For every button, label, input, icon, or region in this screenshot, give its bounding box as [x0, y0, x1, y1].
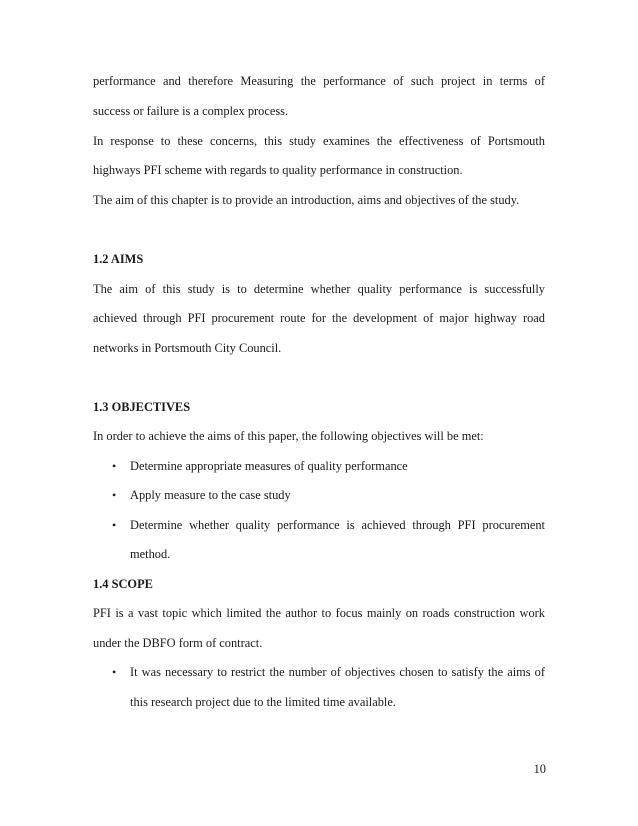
objective-item-3-cont: method. — [130, 547, 171, 561]
bullet-icon: • — [112, 518, 117, 532]
objective-item-2: Apply measure to the case study — [130, 488, 291, 502]
scope-bullet-line-1: It was necessary to restrict the number of objectives chosen to satisfy the aims of — [130, 665, 545, 679]
bullet-icon: • — [112, 459, 117, 473]
objective-item-3: Determine whether quality performance is achieved through PFI procurement — [130, 518, 545, 532]
objectives-heading: 1.3 OBJECTIVES — [93, 400, 191, 414]
aims-heading: 1.2 AIMS — [93, 252, 144, 266]
scope-bullet-line-2: this research project due to the limited time available. — [130, 695, 396, 709]
scope-heading: 1.4 SCOPE — [93, 577, 153, 591]
paragraph-1-line-2: success or failure is a complex process. — [93, 104, 289, 118]
aims-line-1: The aim of this study is to determine whether quality performance is successfully — [93, 282, 545, 296]
paragraph-3-line-1: The aim of this chapter is to provide an introduction, aims and objectives of the study. — [93, 193, 520, 207]
paragraph-2-line-2: highways PFI scheme with regards to quality performance in construction. — [93, 163, 463, 177]
objectives-intro: In order to achieve the aims of this paper, the following objectives will be met: — [93, 429, 484, 443]
aims-line-3: networks in Portsmouth City Council. — [93, 341, 282, 355]
bullet-icon: • — [112, 488, 117, 502]
page-number: 10 — [533, 762, 546, 776]
scope-line-2: under the DBFO form of contract. — [93, 636, 263, 650]
scope-line-1: PFI is a vast topic which limited the author to focus mainly on roads construction work — [93, 606, 545, 620]
paragraph-1-line-1: performance and therefore Measuring the performance of such project in terms of — [93, 74, 545, 88]
bullet-icon: • — [112, 665, 117, 679]
paragraph-2-line-1: In response to these concerns, this study examines the effectiveness of Portsmouth — [93, 134, 545, 148]
aims-line-2: achieved through PFI procurement route for the development of major highway road — [93, 311, 545, 325]
objective-item-1: Determine appropriate measures of quality performance — [130, 459, 408, 473]
